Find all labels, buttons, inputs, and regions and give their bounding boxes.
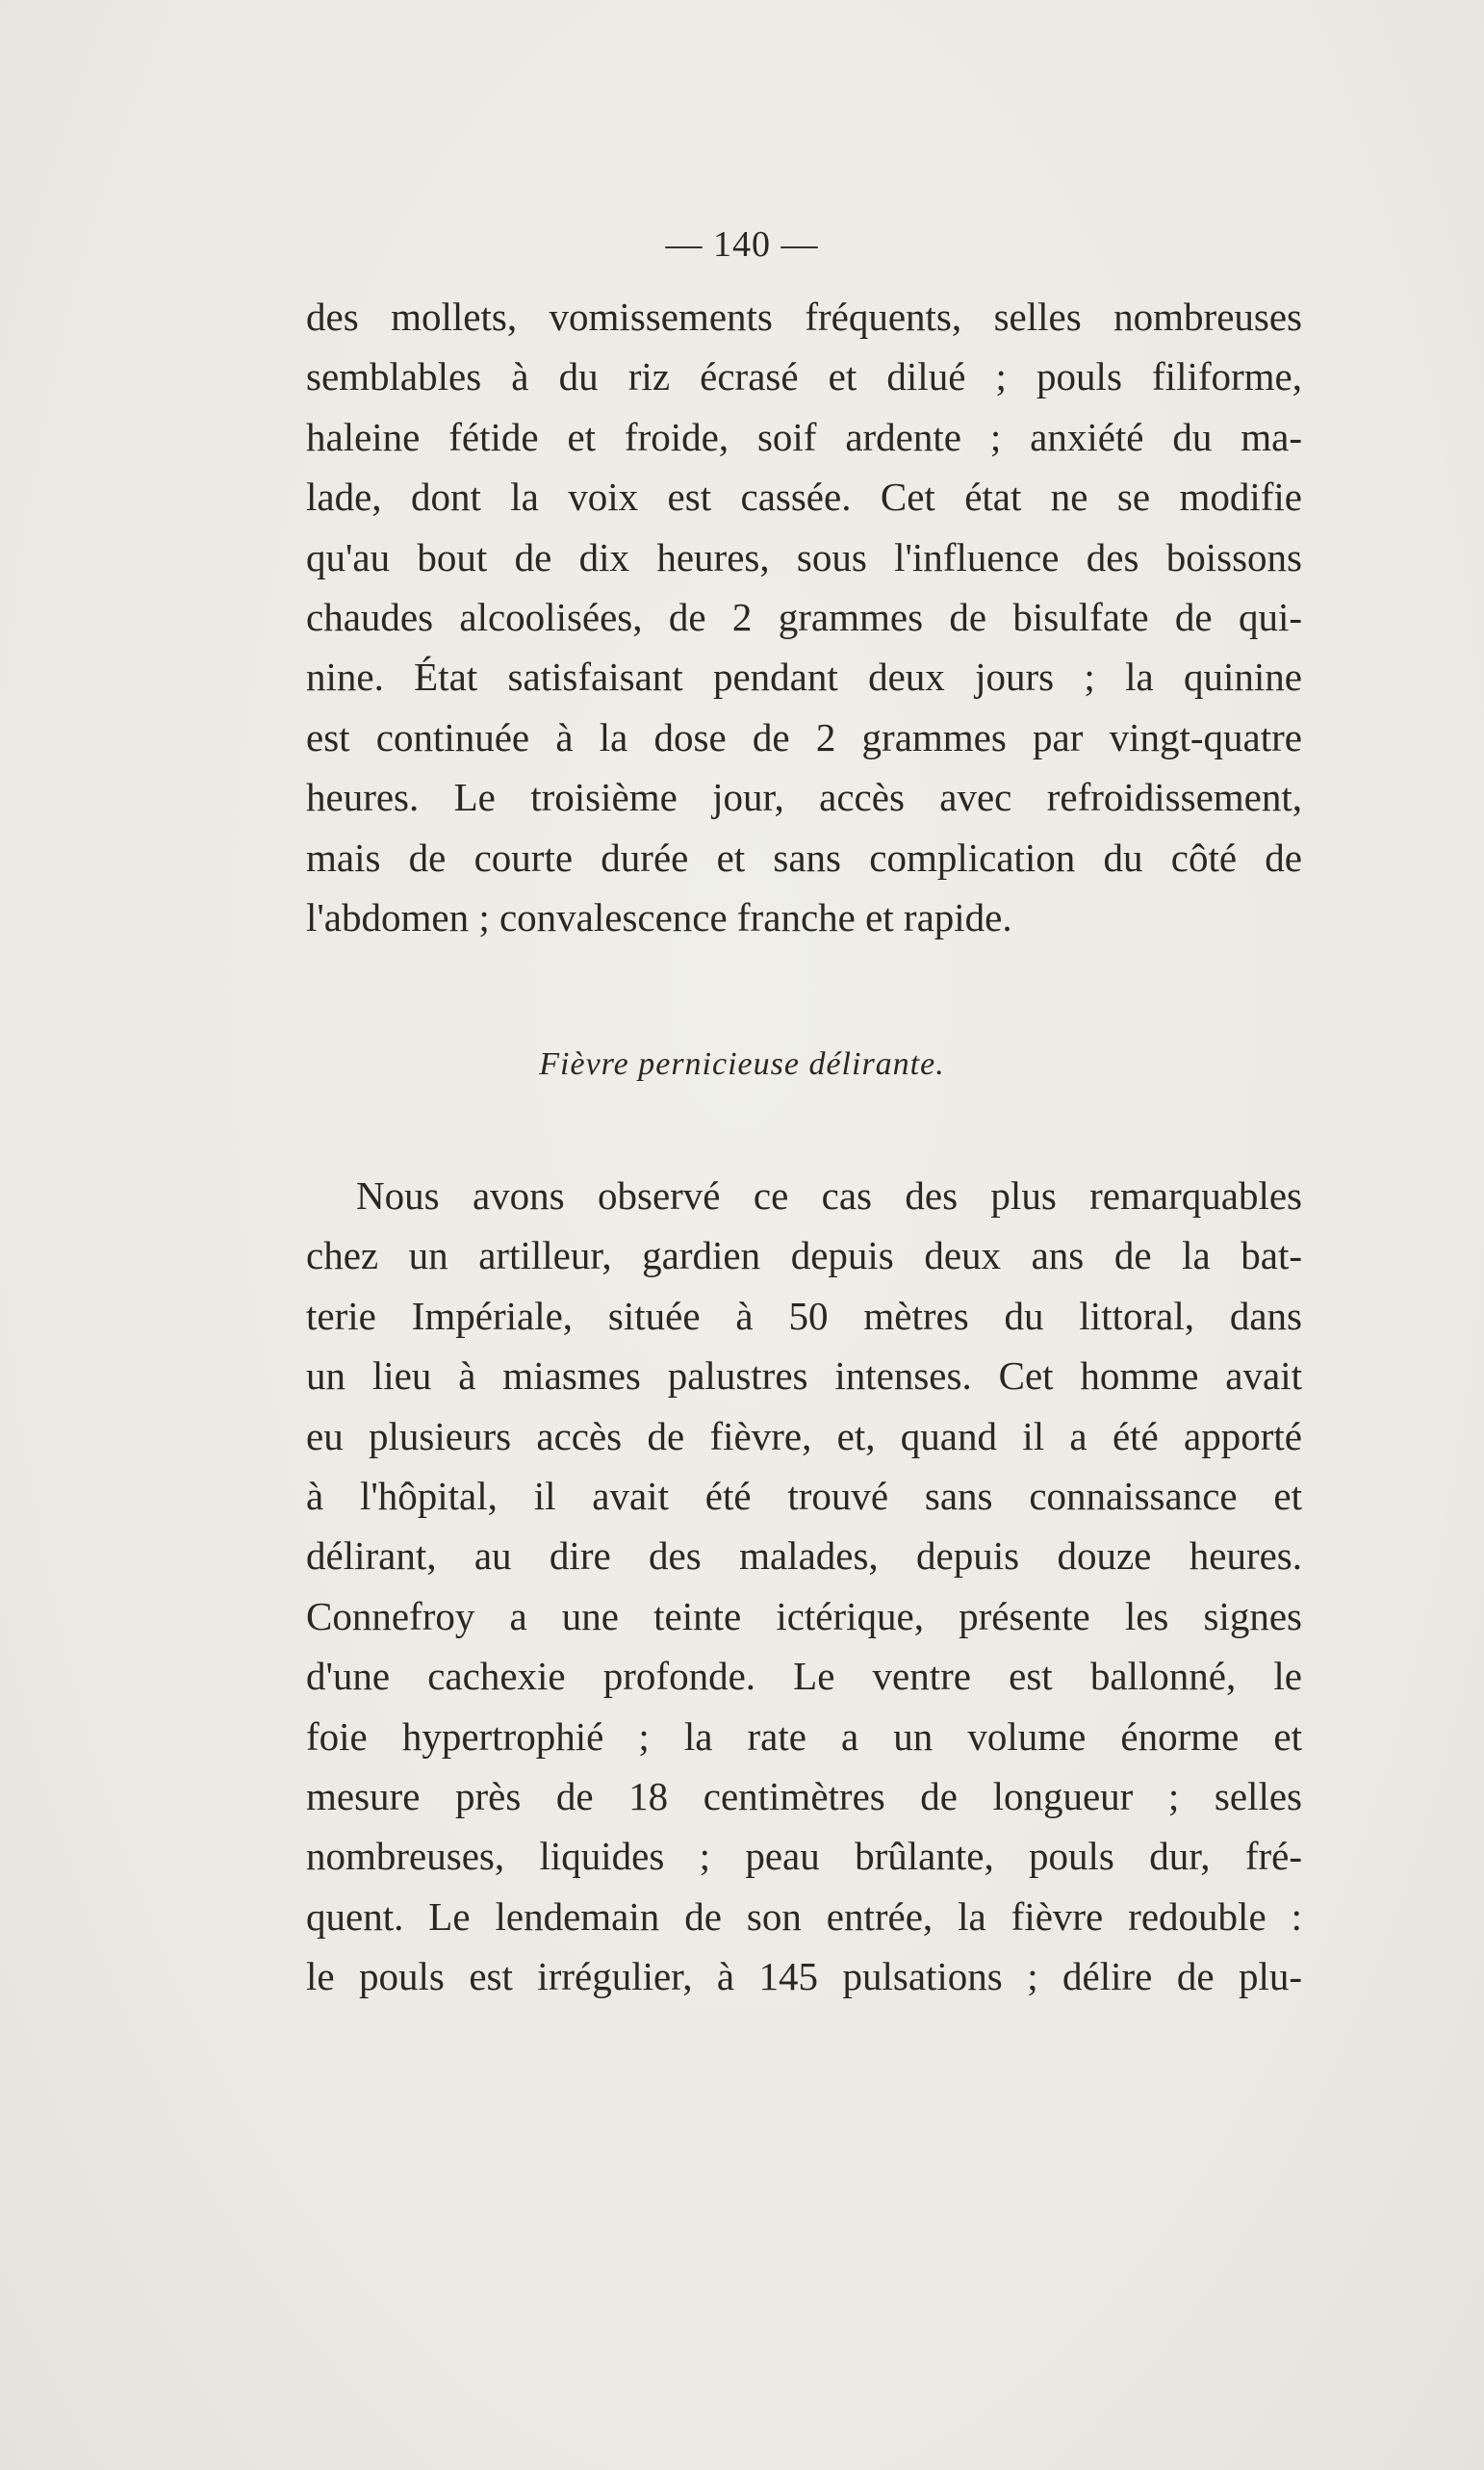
text-line: qu'au bout de dix heures, sous l'influence des boissons bbox=[306, 534, 1302, 579]
text-line: heures. Le troisième jour, accès avec refroidissement, bbox=[306, 775, 1302, 820]
page-number: — 140 — bbox=[665, 224, 819, 265]
text-line: lade, dont la voix est cassée. Cet état ne se modifie bbox=[306, 475, 1302, 520]
text-line: un lieu à miasmes palustres intenses. Cet homme avait bbox=[306, 1353, 1302, 1399]
text-line: terie Impériale, située à 50 mètres du littoral, dans bbox=[306, 1293, 1302, 1338]
text-line: délirant, au dire des malades, depuis douze heures. bbox=[306, 1533, 1302, 1579]
text-line: des mollets, vomissements fréquents, selles nombreuses bbox=[306, 295, 1302, 339]
text-line: est continuée à la dose de 2 grammes par vingt-quatre bbox=[306, 714, 1302, 759]
text-line: mais de courte durée et sans complication du côté de bbox=[306, 835, 1302, 880]
text-line: foie hypertrophié ; la rate a un volume énorme et bbox=[306, 1713, 1302, 1759]
text-line: quent. Le lendemain de son entrée, la fièvre redouble : bbox=[306, 1893, 1302, 1939]
text-line: nombreuses, liquides ; peau brûlante, pouls dur, fré- bbox=[306, 1834, 1302, 1879]
text-line: Nous avons observé ce cas des plus remarquables bbox=[356, 1173, 1302, 1218]
text-line: à l'hôpital, il avait été trouvé sans connaissance et bbox=[306, 1473, 1302, 1518]
text-line: l'abdomen ; convalescence franche et rapide. bbox=[306, 894, 1012, 939]
text-line: d'une cachexie profonde. Le ventre est ballonné, le bbox=[306, 1654, 1302, 1699]
text-line: le pouls est irrégulier, à 145 pulsations ; délire de plu- bbox=[306, 1954, 1302, 1999]
text-line: semblables à du riz écrasé et dilué ; pouls filiforme, bbox=[306, 354, 1302, 399]
section-heading: Fièvre pernicieuse délirante. bbox=[539, 1046, 945, 1082]
text-line: Connefroy a une teinte ictérique, présente les signes bbox=[306, 1593, 1302, 1638]
text-line: chez un artilleur, gardien depuis deux ans de la bat- bbox=[306, 1233, 1302, 1278]
text-line: nine. État satisfaisant pendant deux jours ; la quinine bbox=[306, 655, 1302, 700]
paragraph-case-report bbox=[306, 1166, 1302, 2006]
text-line: haleine fétide et froide, soif ardente ; anxiété du ma- bbox=[306, 414, 1302, 459]
paragraph-continued bbox=[306, 287, 1302, 947]
text-line: eu plusieurs accès de fièvre, et, quand il a été apporté bbox=[306, 1413, 1302, 1458]
text-line: mesure près de 18 centimètres de longueur ; selles bbox=[306, 1773, 1302, 1818]
text-line: chaudes alcoolisées, de 2 grammes de bisulfate de qui- bbox=[306, 594, 1302, 639]
